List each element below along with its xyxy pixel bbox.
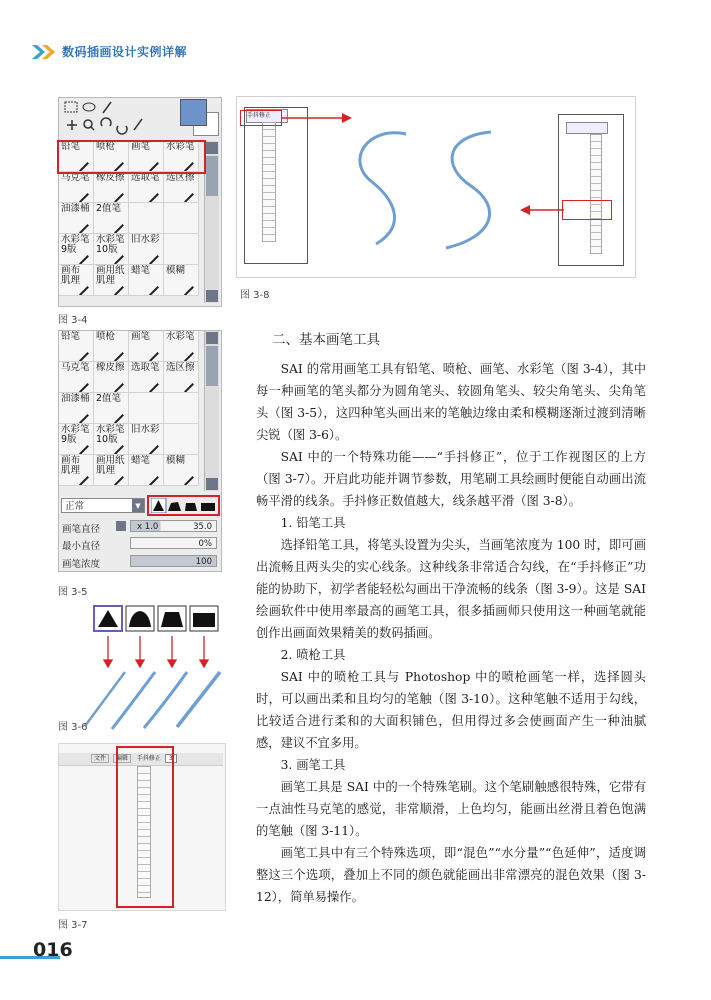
brush-tip-icon <box>79 224 89 234</box>
fig35-brush-grid <box>59 331 199 486</box>
brush-slot-label: 水彩笔 10版 <box>96 234 125 255</box>
brush-slot-label: 水彩笔 10版 <box>96 424 125 445</box>
scroll-up-button[interactable] <box>206 142 218 154</box>
brush-tip-icon <box>184 352 194 362</box>
brush-slot[interactable] <box>129 203 164 234</box>
fig36-stroke-samples <box>80 634 225 734</box>
brush-slot-label: 选取笔 <box>131 362 160 373</box>
fig38-right-highlight <box>562 200 612 220</box>
brush-slot-label: 铅笔 <box>61 141 81 152</box>
brush-tip-icon <box>114 286 124 296</box>
brush-slot[interactable] <box>129 172 164 203</box>
paragraph: 画笔工具是 SAI 中的一个特殊笔刷。这个笔刷触感很特殊，它带有一点油性马克笔的感觉，非常顺滑，上色均匀，能画出丝滑且着色饱满的笔触（图 3-11）。 <box>256 780 646 838</box>
brush-slot-label: 喷枪 <box>96 331 116 342</box>
fig38-left-window <box>244 107 308 264</box>
brush-slot-label: 选区擦 <box>166 362 195 373</box>
brush-slot-label: 铅笔 <box>61 331 81 342</box>
brush-tip-icon <box>149 476 159 486</box>
brush-slot[interactable] <box>129 331 164 362</box>
brush-slot-label: 2值笔 <box>96 203 122 214</box>
fig37-stabilizer-label: 手抖修正 <box>136 755 161 762</box>
brush-slot[interactable] <box>59 265 94 296</box>
fig38-right-stabilizer[interactable] <box>566 122 608 134</box>
brush-tip-icon <box>149 383 159 393</box>
brush-tip-icon <box>114 193 124 203</box>
brush-slot-label: 蜡笔 <box>131 265 151 276</box>
fig35-blend-mode-select[interactable] <box>61 498 145 513</box>
brush-tip-icon <box>184 286 194 296</box>
brush-slot[interactable] <box>59 331 94 362</box>
brush-slot-label: 画笔 <box>131 331 151 342</box>
section-heading: 二、基本画笔工具 <box>272 332 380 348</box>
brush-tip-icon <box>149 445 159 455</box>
brush-slot-label: 水彩笔 9版 <box>61 234 90 255</box>
scroll-thumb[interactable] <box>206 156 218 196</box>
fig37-tab-file[interactable]: 文件 <box>91 754 109 763</box>
brush-slot-label: 油漆桶 <box>61 393 90 404</box>
brush-slot[interactable] <box>129 265 164 296</box>
scroll-thumb[interactable] <box>206 346 218 386</box>
brush-tip-icon <box>184 383 194 393</box>
fig35-tip-shape-buttons[interactable] <box>151 498 217 513</box>
fig35-min-diameter-label: 最小直径 <box>62 541 101 552</box>
fig38-arrow-right <box>282 112 352 124</box>
fig38-strokes <box>336 126 536 256</box>
header-chevron-icon <box>32 45 60 59</box>
brush-tip-icon <box>149 286 159 296</box>
brush-slot[interactable] <box>94 424 129 455</box>
brush-slot-label: 画笔 <box>131 141 151 152</box>
brush-slot[interactable] <box>164 393 199 424</box>
brush-slot-label: 旧水彩 <box>131 234 160 245</box>
brush-tip-icon <box>184 193 194 203</box>
brush-tip-icon <box>149 352 159 362</box>
fig36-caption: 图 3-6 <box>58 722 88 733</box>
fig37-highlight-box <box>116 746 174 908</box>
brush-slot-label: 油漆桶 <box>61 203 90 214</box>
fig37-stabilizer-value[interactable]: 3 <box>165 754 177 763</box>
brush-slot[interactable] <box>164 362 199 393</box>
brush-slot-label: 蜡笔 <box>131 455 151 466</box>
brush-slot[interactable] <box>94 265 129 296</box>
fig35-density-slider[interactable] <box>130 555 217 567</box>
brush-tip-icon <box>79 352 89 362</box>
brush-slot-label: 水彩笔 <box>166 141 195 152</box>
brush-slot[interactable] <box>59 393 94 424</box>
fig38-arrow-left <box>520 204 564 216</box>
brush-slot-label: 水彩笔 <box>166 331 195 342</box>
brush-tip-icon <box>79 383 89 393</box>
brush-slot[interactable] <box>59 424 94 455</box>
running-header-title: 数码插画设计实例详解 <box>62 45 188 59</box>
fig35-diameter-multiplier[interactable] <box>116 521 126 531</box>
fig35-diameter-mult-text: x 1.0 <box>137 522 159 532</box>
brush-slot[interactable] <box>129 362 164 393</box>
brush-tip-icon <box>79 193 89 203</box>
fig34-foreground-color-top <box>180 99 207 126</box>
brush-slot-label: 马克笔 <box>61 362 90 373</box>
brush-tip-icon <box>149 193 159 203</box>
brush-tip-icon <box>114 414 124 424</box>
brush-slot[interactable] <box>94 172 129 203</box>
fig38-left-highlight <box>240 110 282 126</box>
scroll-down-button[interactable] <box>206 290 218 302</box>
chevron-down-icon: ▼ <box>132 499 144 512</box>
brush-slot[interactable] <box>59 455 94 486</box>
brush-slot[interactable] <box>59 234 94 265</box>
scroll-up-button[interactable] <box>206 332 218 344</box>
brush-slot[interactable] <box>164 331 199 362</box>
brush-slot-label: 画布 肌理 <box>61 265 81 286</box>
brush-slot-label: 模糊 <box>166 455 186 466</box>
brush-slot-label: 旧水彩 <box>131 424 160 435</box>
fig34-scrollbar[interactable] <box>204 141 219 303</box>
brush-slot-label: 橡皮擦 <box>96 362 125 373</box>
brush-slot[interactable] <box>164 172 199 203</box>
fig34-caption: 图 3-4 <box>58 315 88 326</box>
brush-tip-icon <box>149 255 159 265</box>
brush-slot-label: 水彩笔 9版 <box>61 424 90 445</box>
brush-tip-icon <box>184 476 194 486</box>
paragraph: SAI 中的喷枪工具与 Photoshop 中的喷枪画笔一样，选择圆头时，可以画出柔和且均匀的笔触（图 3-10）。这种笔触不适用于勾线，比较适合进行柔和的大面积铺色，但用得过多会使画面产生一种油腻感，建议不宜多用。 <box>256 670 646 750</box>
fig34-tool-icons <box>62 99 172 135</box>
fig35-scrollbar[interactable] <box>204 331 219 491</box>
fig35-diameter-slider[interactable] <box>130 520 217 532</box>
brush-slot-label: 画用纸 肌理 <box>96 265 125 286</box>
fig36-tip-shapes <box>93 604 219 634</box>
brush-tip-icon <box>114 224 124 234</box>
brush-slot-label: 喷枪 <box>96 141 116 152</box>
brush-slot[interactable] <box>129 455 164 486</box>
brush-slot[interactable] <box>164 424 199 455</box>
brush-slot[interactable] <box>59 172 94 203</box>
fig38-left-stabilizer[interactable]: 手抖修正 <box>246 109 288 123</box>
fig35-density-label: 画笔浓度 <box>62 559 101 570</box>
brush-tip-icon <box>79 255 89 265</box>
brush-slot[interactable] <box>164 455 199 486</box>
brush-slot[interactable] <box>164 203 199 234</box>
fig34-highlight-box <box>57 140 206 174</box>
paragraph: SAI 中的一个特殊功能——“手抖修正”，位于工作视图区的上方（图 3-7）。开启此功能并调节参数，用笔刷工具绘画时便能自动画出流畅平滑的线条。手抖修正数值越大，线条越平滑（图 3-8）。 <box>256 450 647 508</box>
brush-tip-icon <box>79 445 89 455</box>
paragraph: 选择铅笔工具，将笔头设置为尖头，当画笔浓度为 100 时，即可画出流畅且两头尖的实心线条。这种线条非常适合勾线，在“手抖修正”功能的协助下，初学者能轻松勾画出干净流畅的线条（图 3-9）。这是 SAI 绘画软件中使用率最高的画笔工具，很多插画师只使用这一种画笔就能创作出画面效果精美的数码插画。 <box>256 538 646 640</box>
brush-tip-icon <box>114 445 124 455</box>
brush-slot[interactable] <box>164 234 199 265</box>
brush-slot[interactable] <box>94 455 129 486</box>
fig38-right-list[interactable] <box>590 134 602 254</box>
body-text <box>256 358 646 908</box>
brush-slot[interactable] <box>164 265 199 296</box>
fig35-diameter-row <box>62 521 100 535</box>
brush-slot-label: 画用纸 肌理 <box>96 455 125 476</box>
brush-slot-label: 模糊 <box>166 265 186 276</box>
fig37-tab-edit[interactable]: 编辑 <box>113 754 131 763</box>
brush-slot-label: 选区擦 <box>166 172 195 183</box>
fig35-blend-mode-value: 正常 <box>65 501 85 512</box>
brush-slot[interactable] <box>129 393 164 424</box>
brush-tip-icon <box>114 352 124 362</box>
brush-slot[interactable] <box>94 203 129 234</box>
scroll-down-button[interactable] <box>206 478 218 490</box>
brush-slot[interactable] <box>94 234 129 265</box>
brush-slot[interactable] <box>129 424 164 455</box>
fig35-min-diameter-value: 0% <box>198 539 212 549</box>
brush-slot-label: 画布 肌理 <box>61 455 81 476</box>
fig38-caption: 图 3-8 <box>240 290 270 301</box>
fig35-min-diameter-slider[interactable] <box>130 537 217 549</box>
fig35-caption: 图 3-5 <box>58 587 88 598</box>
subsection-title: 3. 画笔工具 <box>280 758 346 772</box>
paragraph: SAI 的常用画笔工具有铅笔、喷枪、画笔、水彩笔（图 3-4），其中每一种画笔的笔头都分为圆角笔头、较圆角笔头、较尖角笔头、尖角笔头（图 3-5），这四种笔头画出来的笔触边缘由柔和模糊逐渐过渡到清晰尖锐（图 3-6）。 <box>256 362 646 442</box>
brush-tip-icon <box>79 414 89 424</box>
fig35-diameter-value: 35.0 <box>193 522 212 532</box>
brush-tip-icon <box>79 286 89 296</box>
brush-slot[interactable] <box>94 393 129 424</box>
brush-slot[interactable] <box>94 362 129 393</box>
brush-slot-label: 马克笔 <box>61 172 90 183</box>
brush-tip-icon <box>114 476 124 486</box>
brush-tip-icon <box>79 476 89 486</box>
brush-tip-icon <box>114 255 124 265</box>
brush-slot[interactable] <box>94 331 129 362</box>
fig35-diameter-label: 画笔直径 <box>62 524 101 535</box>
fig37-caption: 图 3-7 <box>58 920 88 931</box>
subsection-title: 1. 铅笔工具 <box>280 516 346 530</box>
brush-slot[interactable] <box>129 234 164 265</box>
brush-slot-label: 选取笔 <box>131 172 160 183</box>
brush-slot-label: 橡皮擦 <box>96 172 125 183</box>
page-number: 016 <box>33 939 73 961</box>
brush-slot-label: 2值笔 <box>96 393 122 404</box>
fig35-density-value: 100 <box>195 557 212 567</box>
fig38-left-list[interactable] <box>262 122 276 242</box>
brush-slot[interactable] <box>59 362 94 393</box>
paragraph: 画笔工具中有三个特殊选项，即“混色”“水分量”“色延伸”，适度调整这三个选项，叠加上不同的颜色就能画出非常漂亮的混色效果（图 3-12），简单易操作。 <box>256 846 646 904</box>
brush-tip-icon <box>114 383 124 393</box>
subsection-title: 2. 喷枪工具 <box>280 648 346 662</box>
brush-slot[interactable] <box>59 203 94 234</box>
